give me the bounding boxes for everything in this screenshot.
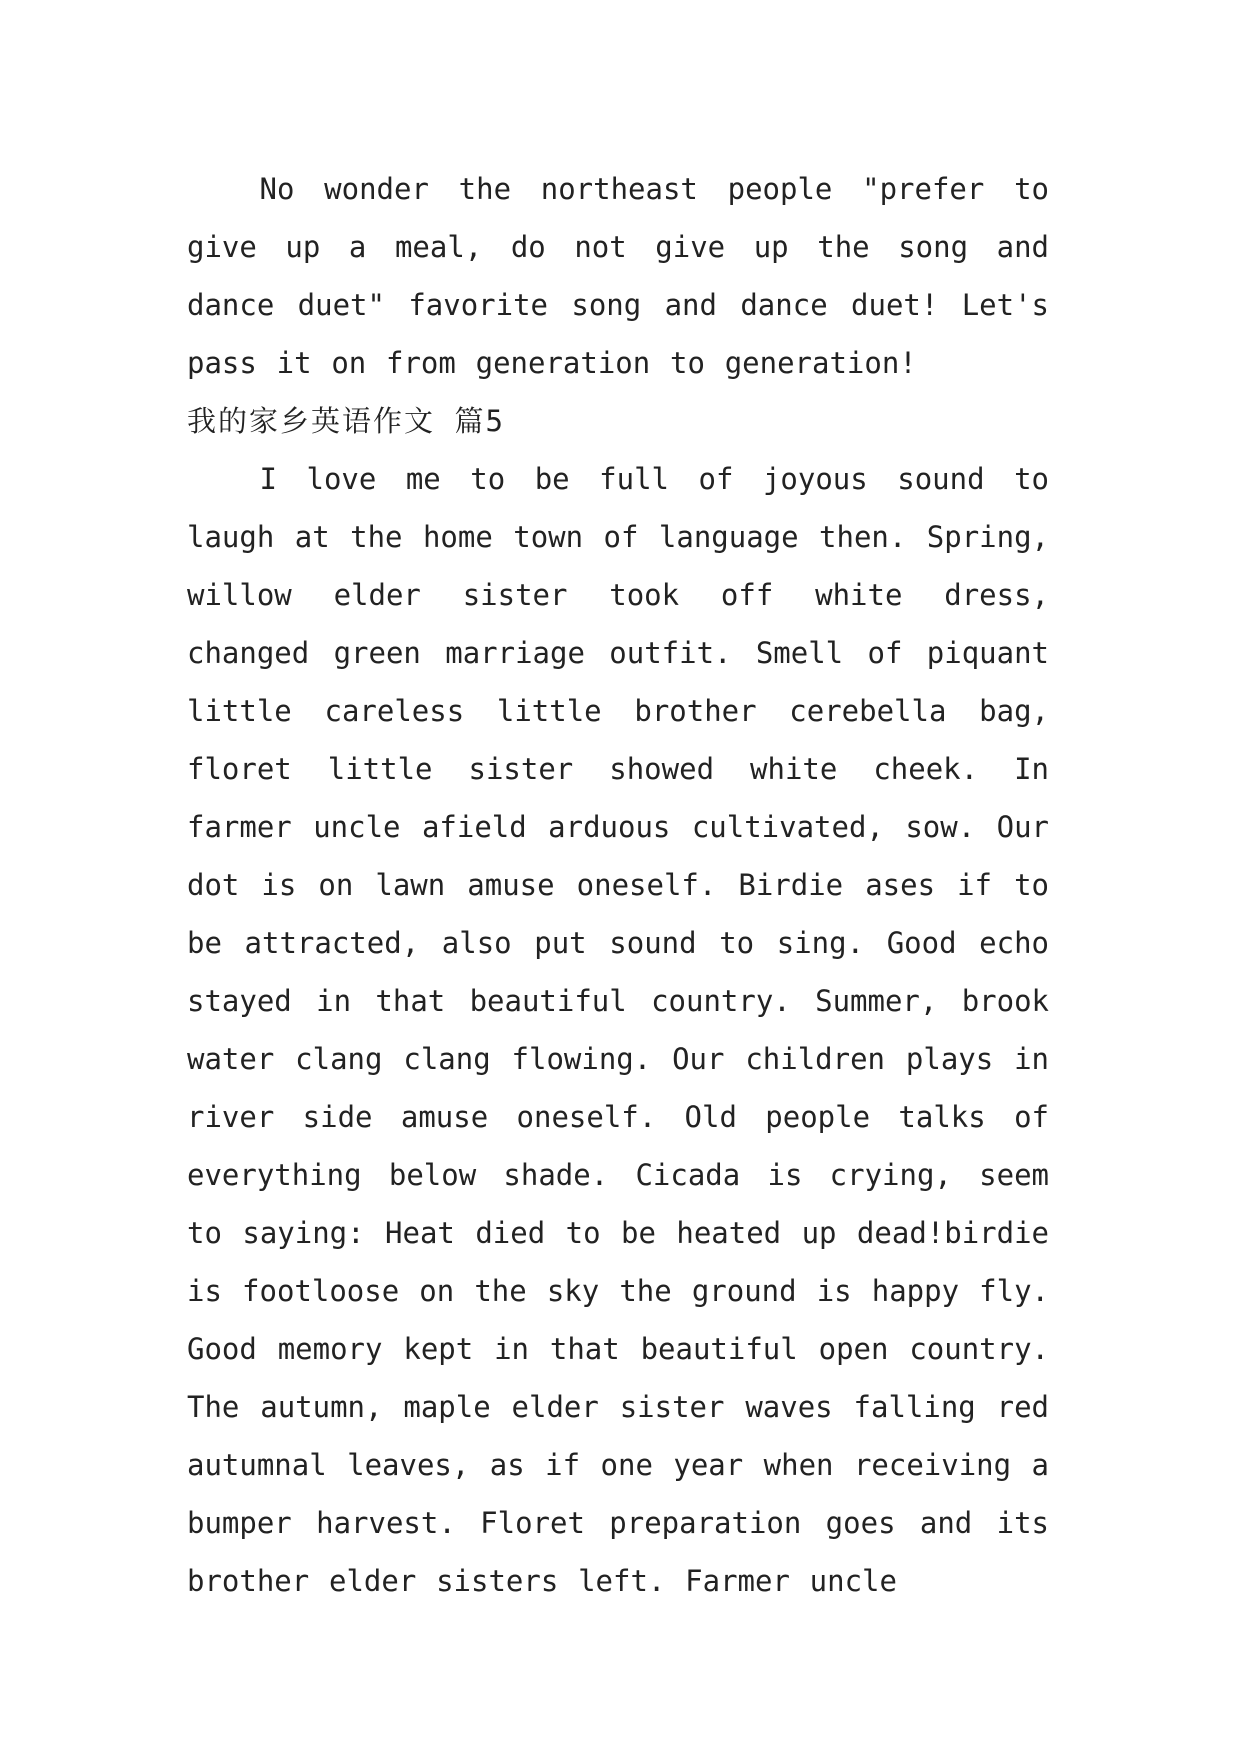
document-body bbox=[187, 160, 1049, 1610]
paragraph-northeast-song-dance: No wonder the northeast people "prefer to give up a meal, do not give up the song and dance duet" favorite song and dance duet! Let's pass it on from generation to generation! bbox=[187, 172, 1049, 380]
paragraph-hometown-seasons: I love me to be full of joyous sound to laugh at the home town of language then. Spring, willow elder sister took off white dress, changed green marriage outfit. Smell of piquant little careless little brother cerebella bag, floret little sister showed white cheek. In farmer uncle afield arduous cultivated, sow. Our dot is on lawn amuse oneself. Birdie ases if to be attracted, also put sound to sing. Good echo stayed in that beautiful country. Summer, brook water clang clang flowing. Our children plays in river side amuse oneself. Old people talks of everything below shade. Cicada is crying, seem to saying: Heat died to be heated up dead!birdie is footloose on the sky the ground is happy fly. Good memory kept in that beautiful open country. The autumn, maple elder sister waves falling red autumnal leaves, as if one year when receiving a bumper harvest. Floret preparation goes and its brother elder sisters left. Farmer uncle bbox=[187, 462, 1049, 1598]
section-heading: 我的家乡英语作文 篇5 bbox=[187, 404, 505, 438]
